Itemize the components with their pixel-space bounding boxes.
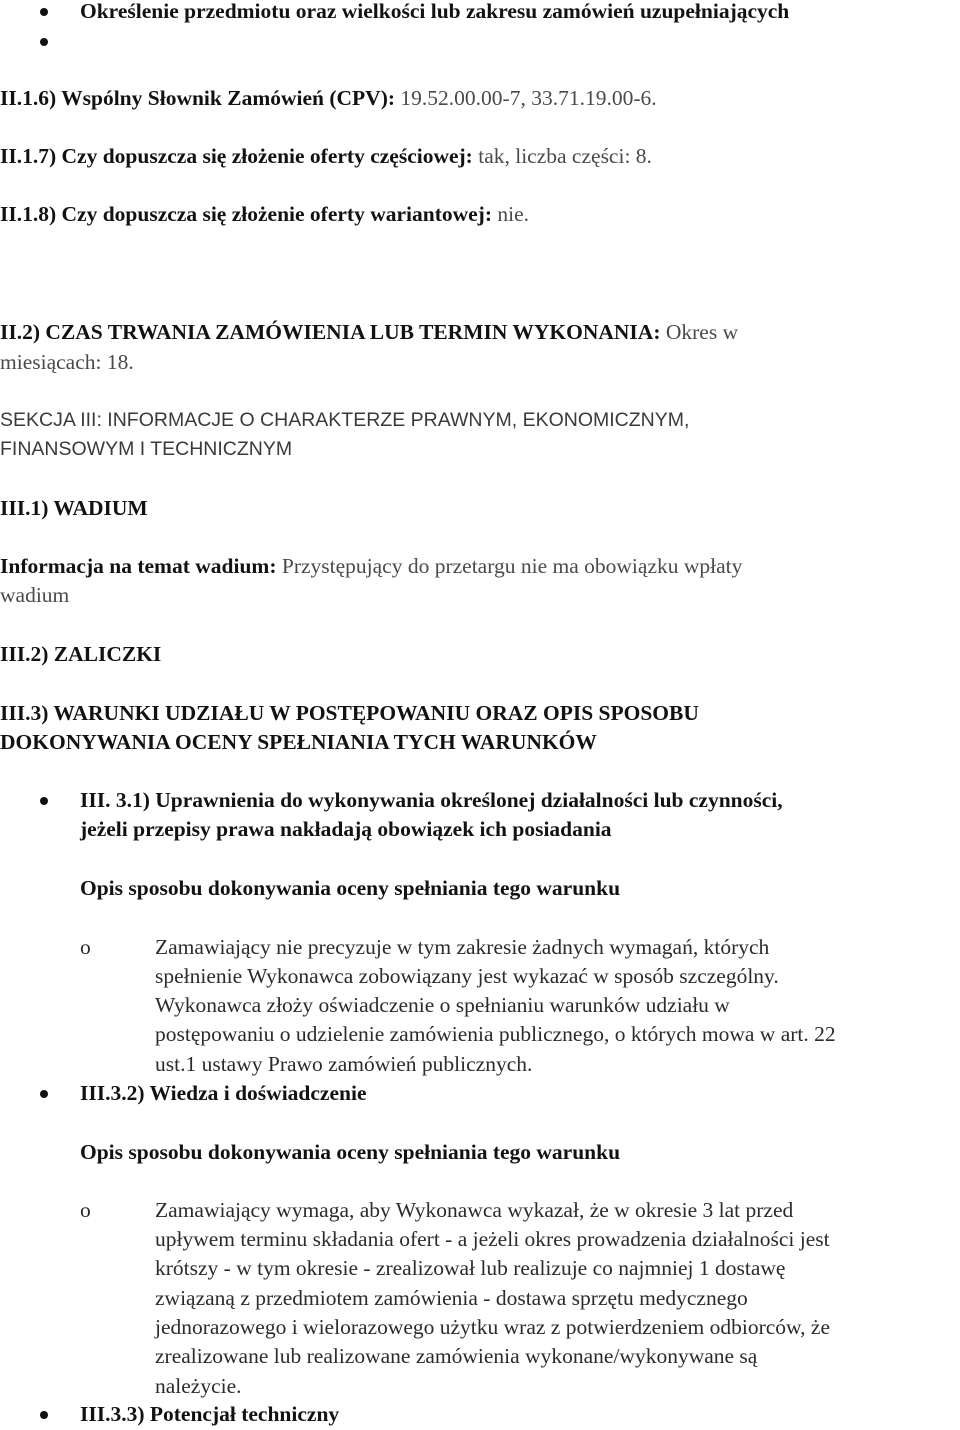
partial-offer-label: II.1.7) Czy dopuszcza się złożenie oferty częściowej: xyxy=(0,144,473,168)
sub-bullet: o xyxy=(80,935,91,959)
wadium-info-label: Informacja na temat wadium: xyxy=(0,554,277,578)
conditions-heading-line2: DOKONYWANIA OCENY SPEŁNIANIA TYCH WARUNKÓW xyxy=(0,730,597,754)
wadium-info-row xyxy=(0,552,742,581)
bullet-dot xyxy=(40,1090,48,1098)
cond2-text-line: należycie. xyxy=(155,1374,242,1398)
cond1-heading-line1: III. 3.1) Uprawnienia do wykonywania określonej działalności lub czynności, xyxy=(80,788,783,812)
cond2-text-line: jednorazowego i wielorazowego użytku wraz z potwierdzeniem odbiorców, że xyxy=(155,1315,830,1339)
wadium-info-value: Przystępujący do przetargu nie ma obowiązku wpłaty xyxy=(276,554,743,578)
cond1-heading-line2: jeżeli przepisy prawa nakładają obowiązek ich posiadania xyxy=(80,817,612,841)
bullet-dot xyxy=(40,38,48,46)
bullet-dot xyxy=(40,8,48,16)
cond1-subheading: Opis sposobu dokonywania oceny spełniania tego warunku xyxy=(80,876,621,900)
cpv-value: 19.52.00.00-7, 33.71.19.00-6. xyxy=(395,86,657,110)
duration-value-cont: miesiącach: 18. xyxy=(0,350,134,374)
duration-value: Okres w xyxy=(660,320,739,344)
partial-offer-value: tak, liczba części: 8. xyxy=(472,144,652,168)
wadium-heading: III.1) WADIUM xyxy=(0,496,148,520)
cond1-text-line: spełnienie Wykonawca zobowiązany jest wykazać w sposób szczególny. xyxy=(155,964,779,988)
wadium-info-value-cont: wadium xyxy=(0,583,70,607)
cond2-heading: III.3.2) Wiedza i doświadczenie xyxy=(80,1081,367,1105)
section-heading-line2: FINANSOWYM I TECHNICZNYM xyxy=(0,438,293,460)
variant-offer-label: II.1.8) Czy dopuszcza się złożenie oferty wariantowej: xyxy=(0,202,492,226)
cond1-text-line: Wykonawca złoży oświadczenie o spełnianiu warunków udziału w xyxy=(155,993,730,1017)
cond2-text-line: związaną z przedmiotem zamówienia - dostawa sprzętu medycznego xyxy=(155,1286,748,1310)
variant-offer-value: nie. xyxy=(492,202,530,226)
cond1-text-line: postępowaniu o udzielenie zamówienia publicznego, o których mowa w art. 22 xyxy=(155,1022,836,1046)
cond2-text-line: krótszy - w tym okresie - zrealizował lub realizuje co najmniej 1 dostawę xyxy=(155,1256,786,1280)
variant-offer-row xyxy=(0,200,529,229)
bullet-item-text xyxy=(80,0,789,26)
cond2-text-line: Zamawiający wymaga, aby Wykonawca wykazał, że w okresie 3 lat przed xyxy=(155,1198,794,1222)
partial-offer-row xyxy=(0,142,652,171)
conditions-heading-line1: III.3) WARUNKI UDZIAŁU W POSTĘPOWANIU ORAZ OPIS SPOSOBU xyxy=(0,701,699,725)
zaliczki-heading: III.2) ZALICZKI xyxy=(0,642,162,666)
section-heading-line1: SEKCJA III: INFORMACJE O CHARAKTERZE PRAWNYM, EKONOMICZNYM, xyxy=(0,409,690,431)
cond2-text-line: upływem terminu składania ofert - a jeżeli okres prowadzenia działalności jest xyxy=(155,1227,830,1251)
cond2-subheading: Opis sposobu dokonywania oceny spełniania tego warunku xyxy=(80,1140,621,1164)
duration-label: II.2) CZAS TRWANIA ZAMÓWIENIA LUB TERMIN WYKONANIA: xyxy=(0,320,661,344)
cond1-text-line: ust.1 ustawy Prawo zamówień publicznych. xyxy=(155,1052,533,1076)
cpv-row xyxy=(0,84,657,113)
cond3-heading: III.3.3) Potencjał techniczny xyxy=(80,1402,340,1426)
bullet-dot xyxy=(40,1411,48,1419)
bullet-item-label: Określenie przedmiotu oraz wielkości lub zakresu zamówień uzupełniających xyxy=(80,0,790,23)
cond2-text-line: zrealizowane lub realizowane zamówienia wykonane/wykonywane są xyxy=(155,1344,758,1368)
duration-row xyxy=(0,318,738,347)
bullet-dot xyxy=(40,797,48,805)
cpv-label: II.1.6) Wspólny Słownik Zamówień (CPV): xyxy=(0,86,396,110)
sub-bullet: o xyxy=(80,1198,91,1222)
cond1-text-line: Zamawiający nie precyzuje w tym zakresie żadnych wymagań, których xyxy=(155,935,770,959)
